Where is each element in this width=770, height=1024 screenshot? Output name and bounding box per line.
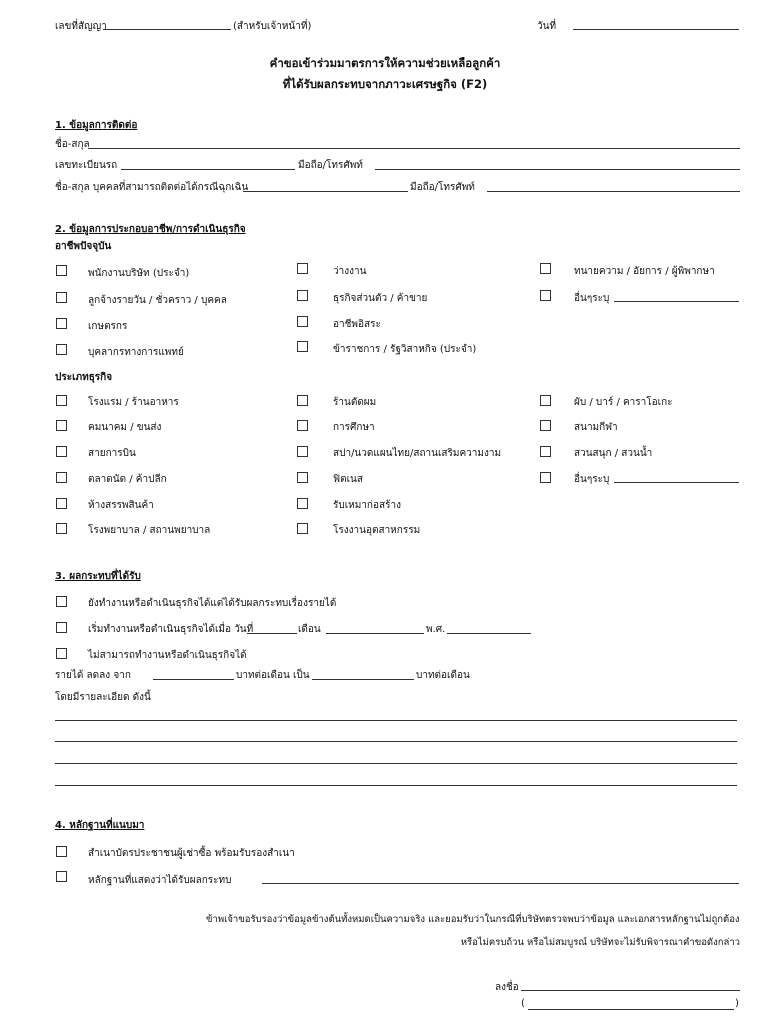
signature-name-field[interactable] [528,1009,734,1010]
mobile-label: มือถือ/โทรศัพท์ [298,160,363,171]
business-stadium-label: สนามกีฬา [574,422,618,433]
mobile-field[interactable] [375,169,740,170]
resume-month-field[interactable] [326,633,424,634]
section2-heading: 2. ข้อมูลการประกอบอาชีพ/การดำเนินธุรกิจ [55,224,246,235]
checkbox-business-fitness[interactable] [297,472,308,483]
signature-label: ลงชื่อ [495,982,519,993]
emergency-contact-label: ชื่อ-สกุล บุคคลที่สามารถติดต่อได้กรณีฉุกเฉิน [55,182,249,193]
checkbox-impact-resume-date[interactable] [56,622,67,633]
checkbox-business-mall[interactable] [56,498,67,509]
business-heading: ประเภทธุรกิจ [55,372,113,383]
signature-open-paren: ( [521,998,525,1009]
name-label: ชื่อ-สกุล [55,139,90,150]
occupation-lawyer-label: ทนายความ / อัยการ / ผู้พิพากษา [574,266,715,277]
impact-resume-date-label: เริ่มทำงานหรือดำเนินธุรกิจได้เมื่อ วันที่ [88,624,254,635]
details-line-1[interactable] [55,720,737,721]
details-line-4[interactable] [55,785,737,786]
details-label: โดยมีรายละเอียด ดังนี้ [55,692,151,703]
business-hotel-label: โรงแรม / ร้านอาหาร [88,397,179,408]
business-pub-label: ผับ / บาร์ / คาราโอเกะ [574,397,673,408]
occupation-medical-label: บุคลากรทางการแพทย์ [88,347,184,358]
checkbox-occupation-lawyer[interactable] [540,263,551,274]
section3-heading: 3. ผลกระทบที่ได้รับ [55,571,141,582]
occupation-farmer-label: เกษตรกร [88,321,128,332]
occupation-other-field[interactable] [614,301,739,302]
contract-note: (สำหรับเจ้าหน้าที่) [233,21,312,32]
income-after-field[interactable] [312,679,414,680]
contract-number-field[interactable] [103,29,231,30]
checkbox-impact-reduced-income[interactable] [56,596,67,607]
contract-label: เลขที่สัญญา [55,21,107,32]
checkbox-doc-id-copy[interactable] [56,846,67,857]
section1-heading: 1. ข้อมูลการติดต่อ [55,120,138,131]
checkbox-occupation-daily-worker[interactable] [56,292,67,303]
mobile2-label: มือถือ/โทรศัพท์ [410,182,475,193]
occupation-employee-label: พนักงานบริษัท (ประจำ) [88,268,190,279]
checkbox-business-spa[interactable] [297,446,308,457]
business-factory-label: โรงงานอุตสาหกรรม [333,525,421,536]
business-market-label: ตลาดนัด / ค้าปลีก [88,474,167,485]
checkbox-occupation-medical[interactable] [56,344,67,355]
doc-id-copy-label: สำเนาบัตรประชาชนผู้เช่าซื้อ พร้อมรับรองสำเนา [88,848,295,859]
details-line-2[interactable] [55,741,737,742]
business-other-label: อื่นๆระบุ [574,474,610,485]
business-spa-label: สปา/นวดแผนไทย/สถานเสริมความงาม [333,448,502,459]
checkbox-business-amusement[interactable] [540,446,551,457]
checkbox-business-stadium[interactable] [540,420,551,431]
checkbox-business-hospital[interactable] [56,523,67,534]
date-label: วันที่ [537,21,557,32]
occupation-unemployed-label: ว่างงาน [333,266,367,277]
declaration-line2: หรือไม่ครบถ้วน หรือไม่สมบูรณ์ บริษัทจะไม่รับพิจารณาคำขอดังกล่าว [460,937,740,948]
occupation-freelance-label: อาชีพอิสระ [333,319,381,330]
resume-month-label: เดือน [298,624,321,635]
checkbox-business-other[interactable] [540,472,551,483]
signature-field[interactable] [521,990,740,991]
form-title-line1: คำขอเข้าร่วมมาตรการให้ความช่วยเหลือลูกค้า [269,56,501,70]
occupation-business-owner-label: ธุรกิจส่วนตัว / ค้าขาย [333,293,428,304]
doc-impact-evidence-label: หลักฐานที่แสดงว่าได้รับผลกระทบ [88,875,232,886]
checkbox-business-construction[interactable] [297,498,308,509]
checkbox-business-transport[interactable] [56,420,67,431]
checkbox-impact-cannot-work[interactable] [56,648,67,659]
occupation-civil-servant-label: ข้าราชการ / รัฐวิสาหกิจ (ประจำ) [333,344,477,355]
emergency-contact-field[interactable] [243,191,408,192]
plate-field[interactable] [121,169,295,170]
business-education-label: การศึกษา [333,422,375,433]
business-mall-label: ห้างสรรพสินค้า [88,500,154,511]
business-barber-label: ร้านตัดผม [333,397,377,408]
form-title-line2: ที่ได้รับผลกระทบจากภาวะเศรษฐกิจ (F2) [282,77,488,91]
impact-reduced-income-label: ยังทำงานหรือดำเนินธุรกิจได้แต่ได้รับผลกระทบเรื่องรายได้ [88,598,337,609]
section4-heading: 4. หลักฐานที่แนบมา [55,820,145,831]
date-field[interactable] [573,29,739,30]
occupation-other-label: อื่นๆระบุ [574,293,610,304]
business-other-field[interactable] [614,482,739,483]
checkbox-business-barber[interactable] [297,395,308,406]
checkbox-business-hotel[interactable] [56,395,67,406]
resume-day-field[interactable] [247,633,297,634]
details-line-3[interactable] [55,763,737,764]
checkbox-occupation-unemployed[interactable] [297,263,308,274]
impact-cannot-work-label: ไม่สามารถทำงานหรือดำเนินธุรกิจได้ [88,650,247,661]
business-amusement-label: สวนสนุก / สวนน้ำ [574,448,653,459]
income-prefix-label: รายได้ ลดลง จาก [55,670,131,681]
checkbox-occupation-freelance[interactable] [297,316,308,327]
checkbox-occupation-other[interactable] [540,290,551,301]
checkbox-business-factory[interactable] [297,523,308,534]
income-mid-label: บาทต่อเดือน เป็น [236,670,310,681]
checkbox-occupation-farmer[interactable] [56,318,67,329]
declaration-line1: ข้าพเจ้าขอรับรองว่าข้อมูลข้างต้นทั้งหมดเป็นความจริง และยอมรับว่าในกรณีที่บริษัทตรวจพบว่าข้อมูล และเอกสารหลักฐานไม่ถูกต้อง [206,914,740,925]
plate-label: เลขทะเบียนรถ [55,160,118,171]
checkbox-occupation-civil-servant[interactable] [297,341,308,352]
income-before-field[interactable] [153,679,234,680]
business-airline-label: สายการบิน [88,448,136,459]
checkbox-business-pub[interactable] [540,395,551,406]
checkbox-doc-impact-evidence[interactable] [56,871,67,882]
checkbox-occupation-business-owner[interactable] [297,290,308,301]
business-hospital-label: โรงพยาบาล / สถานพยาบาล [88,525,211,536]
name-field[interactable] [88,148,740,149]
occupation-heading: อาชีพปัจจุบัน [55,241,112,252]
occupation-daily-worker-label: ลูกจ้างรายวัน / ชั่วคราว / บุคคล [88,295,227,306]
checkbox-occupation-employee[interactable] [56,265,67,276]
resume-year-label: พ.ศ. [426,624,446,635]
business-construction-label: รับเหมาก่อสร้าง [333,500,401,511]
checkbox-business-market[interactable] [56,472,67,483]
mobile2-field[interactable] [487,191,740,192]
business-fitness-label: ฟิตเนส [333,474,363,485]
resume-year-field[interactable] [447,633,531,634]
income-suffix-label: บาทต่อเดือน [416,670,470,681]
doc-impact-evidence-field[interactable] [262,883,739,884]
checkbox-business-education[interactable] [297,420,308,431]
checkbox-business-airline[interactable] [56,446,67,457]
signature-close-paren: ) [735,998,739,1009]
business-transport-label: คมนาคม / ขนส่ง [88,422,162,433]
